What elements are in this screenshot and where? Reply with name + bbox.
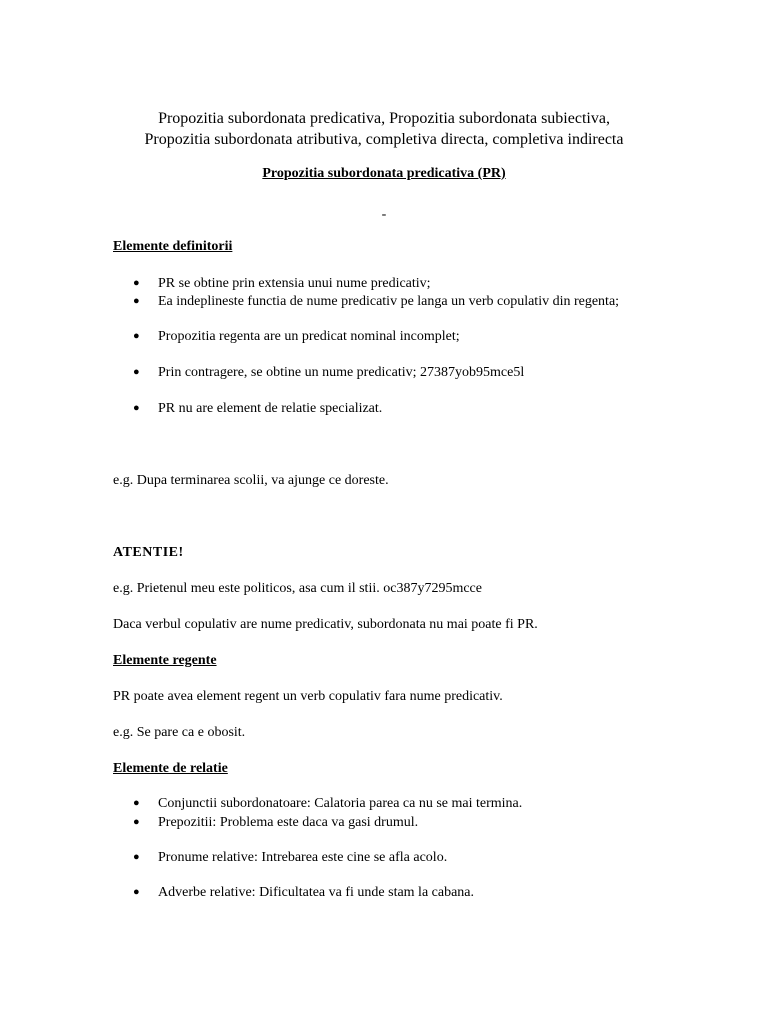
list-item: ● PR nu are element de relatie specializat. — [133, 401, 383, 416]
atentie-label: ATENTIE! — [113, 545, 184, 560]
list-item: ● Propozitia regenta are un predicat nominal incomplet; — [133, 329, 460, 344]
bullet-icon: ● — [133, 797, 140, 809]
bullet-icon: ● — [133, 366, 140, 378]
list-item: ● Ea indeplineste functia de nume predicativ pe langa un verb copulativ din regenta; — [133, 294, 620, 309]
bullet-icon: ● — [133, 330, 140, 342]
document-title-line-1: Propozitia subordonata predicativa, Propozitia subordonata subiectiva, — [158, 110, 610, 127]
heading-elemente-definitorii: Elemente definitorii — [113, 239, 233, 254]
paragraph-text: PR poate avea element regent un verb copulativ fara nume predicativ. — [113, 689, 503, 704]
bullet-icon: ● — [133, 886, 140, 898]
bullet-icon: ● — [133, 851, 140, 863]
example-text: e.g. Dupa terminarea scolii, va ajunge ce doreste. — [113, 473, 389, 488]
list-item: ● Conjunctii subordonatoare: Calatoria parea ca nu se mai termina. — [133, 796, 523, 811]
example-text: e.g. Prietenul meu este politicos, asa cum il stii. oc387y7295mcce — [113, 581, 482, 596]
heading-elemente-regente: Elemente regente — [113, 653, 217, 668]
list-item: ● Prepozitii: Problema este daca va gasi drumul. — [133, 815, 419, 830]
document-title — [60, 108, 708, 150]
list-item: ● Adverbe relative: Dificultatea va fi unde stam la cabana. — [133, 885, 475, 900]
dash-separator: - — [381, 207, 387, 222]
list-item: ● PR se obtine prin extensia unui nume predicativ; — [133, 276, 431, 291]
bullet-icon: ● — [133, 816, 140, 828]
example-text: e.g. Se pare ca e obosit. — [113, 725, 246, 740]
section-title: Propozitia subordonata predicativa (PR) — [262, 166, 506, 181]
note-text: Daca verbul copulativ are nume predicativ, subordonata nu mai poate fi PR. — [113, 617, 538, 632]
bullet-icon: ● — [133, 277, 140, 289]
bullet-icon: ● — [133, 402, 140, 414]
document-title-line-2: Propozitia subordonata atributiva, completiva directa, completiva indirecta — [144, 131, 624, 148]
heading-elemente-de-relatie: Elemente de relatie — [113, 761, 228, 776]
list-item: ● Prin contragere, se obtine un nume predicativ; 27387yob95mce5l — [133, 365, 525, 380]
list-item: ● Pronume relative: Intrebarea este cine se afla acolo. — [133, 850, 448, 865]
bullet-icon: ● — [133, 295, 140, 307]
